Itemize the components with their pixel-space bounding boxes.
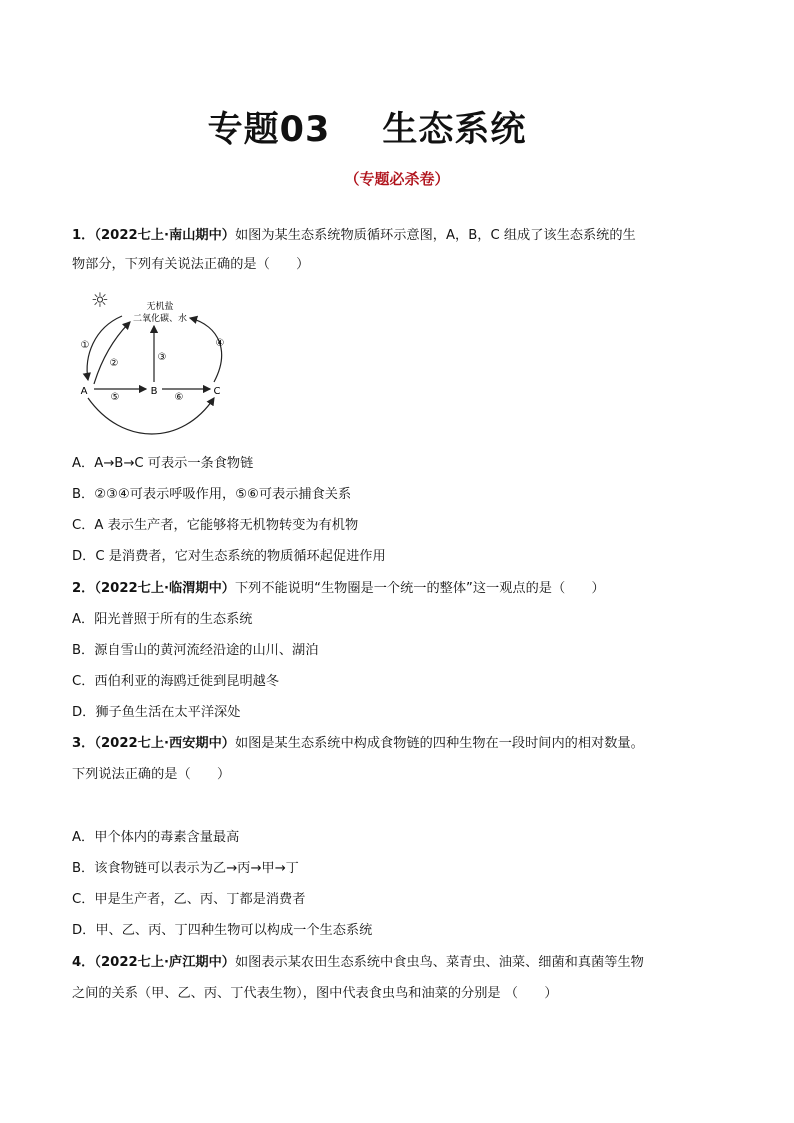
q1-source: （2022七上·南山期中）: [94, 228, 235, 243]
q3-stem-line1: [72, 735, 644, 753]
page-title: [0, 102, 764, 152]
q2-stem: [72, 580, 605, 598]
q2-number: 2．: [72, 581, 95, 596]
arrow-4: [190, 318, 222, 382]
sun-icon: ☼: [91, 288, 109, 312]
q3-option-b: B．该食物链可以表示为乙→丙→甲→丁: [72, 861, 299, 876]
label-5: ⑤: [110, 392, 120, 403]
q3-stem-line2: 下列说法正确的是（ ）: [72, 767, 231, 782]
label-1: ①: [80, 340, 90, 351]
q1-option-a: A．A→B→C 可表示一条食物链: [72, 456, 254, 471]
q1-stem-text1: 如图为某生态系统物质循环示意图，A，B，C 组成了该生态系统的生: [235, 228, 636, 243]
q1-option-c: C．A 表示生产者，它能够将无机物转变为有机物: [72, 518, 359, 533]
q1-number: 1．: [72, 228, 95, 243]
q2-source: （2022七上·临渭期中）: [94, 581, 235, 596]
q4-stem-line1: [72, 954, 644, 972]
q3-number: 3．: [72, 736, 95, 751]
q4-stem-line2: 之间的关系（甲、乙、丙、丁代表生物），图中代表食虫鸟和油菜的分别是 （ ）: [72, 986, 558, 1001]
diagram-top-label-1: 无机盐: [146, 302, 174, 312]
arrow-a-to-c: [88, 398, 214, 434]
q4-source: （2022七上·庐江期中）: [94, 955, 235, 970]
node-c: C: [213, 386, 221, 397]
label-4: ④: [215, 338, 225, 349]
q4-stem-text1: 如图表示某农田生态系统中食虫鸟、菜青虫、油菜、细菌和真菌等生物: [235, 955, 644, 970]
q1-stem-line1: [72, 227, 636, 245]
material-cycle-diagram: [72, 288, 252, 438]
q2-option-b: B．源自雪山的黄河流经沿途的山川、湖泊: [72, 643, 319, 658]
title-topic: 生态系统: [382, 110, 527, 150]
q3-stem-text1: 如图是某生态系统中构成食物链的四种生物在一段时间内的相对数量。: [235, 736, 644, 751]
diagram-top-label-2: 二氧化碳、水: [132, 314, 188, 324]
arrow-1: [87, 316, 122, 380]
q4-number: 4．: [72, 955, 95, 970]
q2-option-c: C．西伯利亚的海鸥迁徙到昆明越冬: [72, 674, 280, 689]
label-2: ②: [109, 358, 119, 369]
q3-option-a: A．甲个体内的毒素含量最高: [72, 830, 240, 845]
label-6: ⑥: [174, 392, 184, 403]
page-subtitle: （专题必杀卷）: [344, 170, 450, 188]
node-a: A: [80, 386, 88, 397]
q1-option-d: D．C 是消费者，它对生态系统的物质循环起促进作用: [72, 549, 386, 564]
node-b: B: [150, 386, 158, 397]
q2-option-d: D．狮子鱼生活在太平洋深处: [72, 705, 241, 720]
q1-option-b: B．②③④可表示呼吸作用，⑤⑥可表示捕食关系: [72, 487, 352, 502]
arrow-2: [94, 322, 130, 384]
q1-stem-line2: 物部分，下列有关说法正确的是（ ）: [72, 257, 310, 272]
label-3: ③: [157, 352, 167, 363]
q3-source: （2022七上·西安期中）: [94, 736, 235, 751]
q2-stem-text: 下列不能说明“生物圈是一个统一的整体”这一观点的是（ ）: [235, 581, 605, 596]
q3-option-c: C．甲是生产者，乙、丙、丁都是消费者: [72, 892, 306, 907]
title-main: 专题03: [207, 110, 331, 150]
q3-option-d: D．甲、乙、丙、丁四种生物可以构成一个生态系统: [72, 923, 373, 938]
q2-option-a: A．阳光普照于所有的生态系统: [72, 612, 253, 627]
